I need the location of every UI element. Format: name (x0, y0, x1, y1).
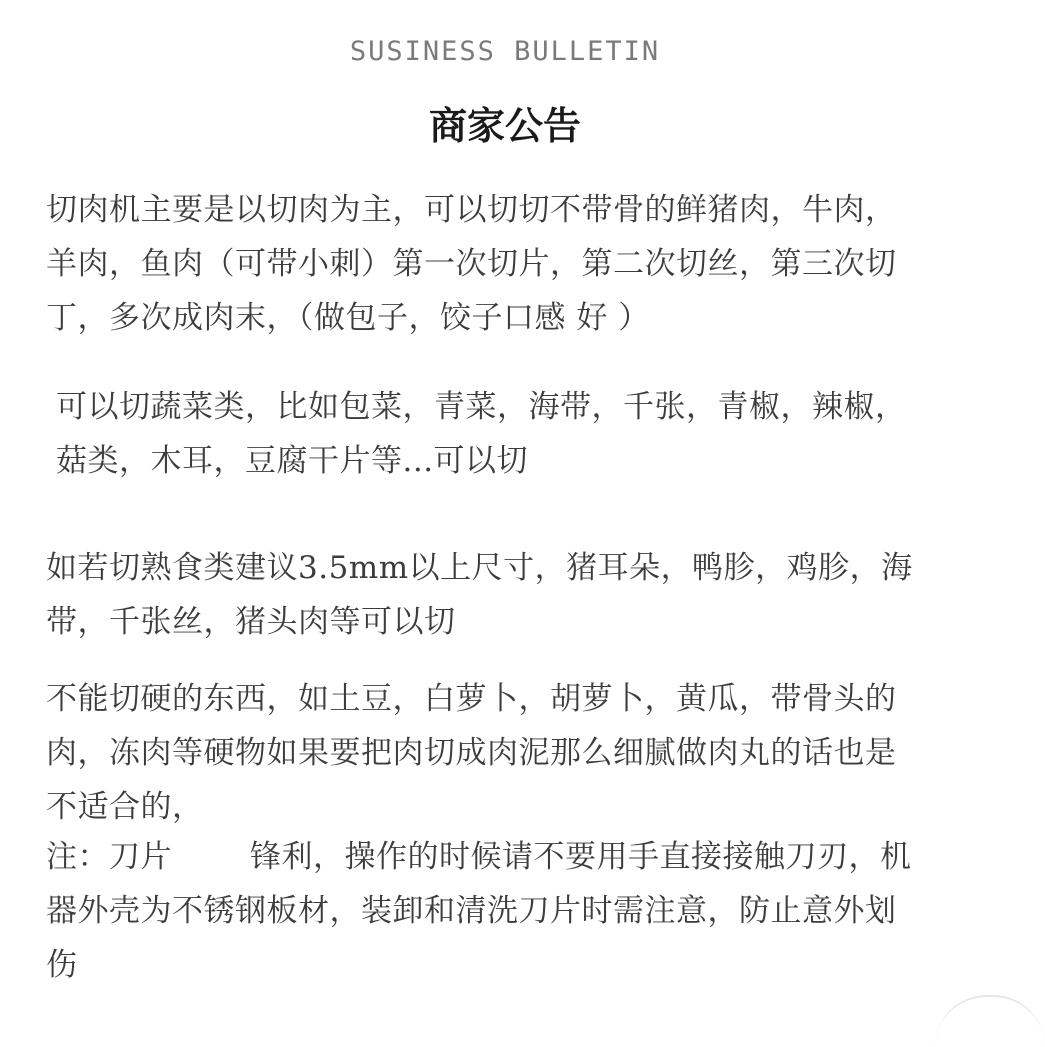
text-line: 如若切熟食类建议3.5mm以上尺寸，猪耳朵，鸭胗，鸡胗，海 (46, 550, 913, 586)
note-prefix: 注：刀片 (46, 839, 172, 875)
paragraph-hard-items (46, 672, 996, 834)
text-line: 菇类，木耳，豆腐干片等...可以切 (56, 443, 529, 479)
paragraph-vegetables (56, 380, 996, 488)
text-line: 不适合的， (46, 789, 204, 825)
text-line: 切肉机主要是以切肉为主，可以切切不带骨的鲜猪肉，牛肉， (46, 192, 897, 228)
paragraph-cooked-food (46, 541, 996, 649)
bulletin-subtitle: SUSINESS BULLETIN (349, 36, 661, 67)
text-line: 丁，多次成肉末，（做包子，饺子口感 好 ） (46, 300, 650, 336)
text-line: 羊肉，鱼肉（可带小刺）第一次切片，第二次切丝，第三次切 (46, 246, 897, 282)
paragraph-safety-note (46, 830, 996, 992)
bulletin-title: 商家公告 (428, 104, 581, 148)
text-line: 肉，冻肉等硬物如果要把肉切成肉泥那么细腻做肉丸的话也是 (46, 735, 897, 771)
text-line (46, 830, 996, 884)
text-line: 伤 (46, 947, 78, 983)
note-text: 锋利，操作的时候请不要用手直接接触刀刃，机 (250, 839, 912, 875)
text-line: 可以切蔬菜类，比如包菜，青菜，海带，千张，青椒，辣椒， (56, 389, 907, 425)
text-line: 不能切硬的东西，如土豆，白萝卜，胡萝卜，黄瓜，带骨头的 (46, 681, 897, 717)
decorative-arc (935, 995, 1045, 1047)
paragraph-meat-cutting (46, 183, 996, 345)
text-line: 器外壳为不锈钢板材，装卸和清洗刀片时需注意，防止意外划 (46, 893, 897, 929)
text-line: 带，千张丝，猪头肉等可以切 (46, 604, 456, 640)
